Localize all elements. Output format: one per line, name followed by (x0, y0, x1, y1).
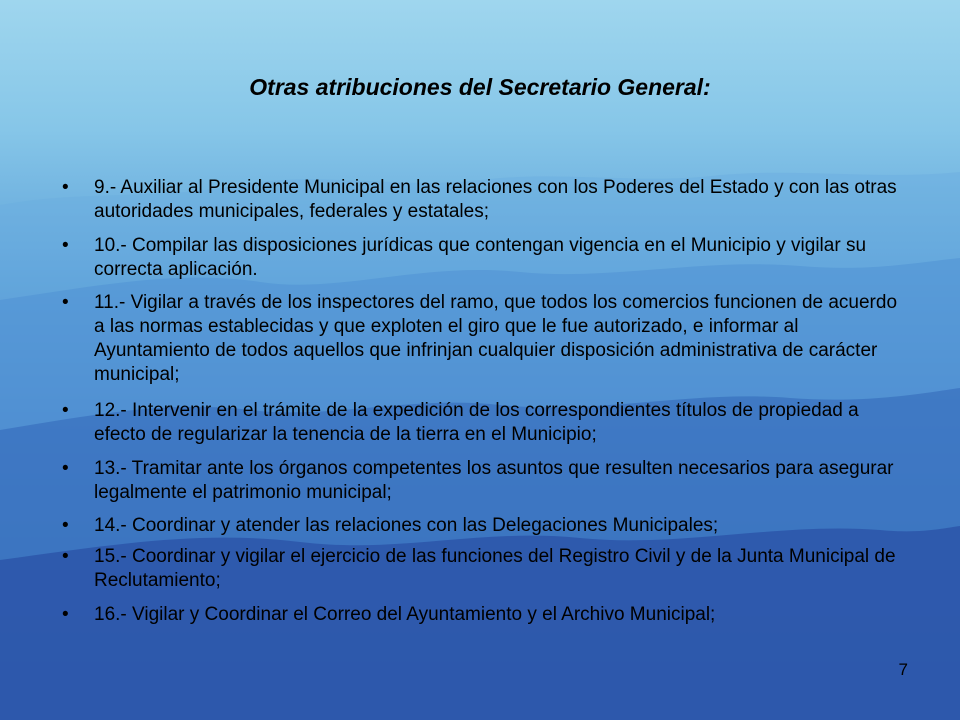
page-number: 7 (898, 660, 908, 679)
bullet-icon: • (62, 177, 69, 198)
list-item-text: 14.- Coordinar y atender las relaciones con las Delegaciones Municipales; (94, 515, 719, 536)
list-item-text: 16.- Vigilar y Coordinar el Correo del Ayuntamiento y el Archivo Municipal; (94, 604, 716, 625)
list-item (62, 514, 902, 538)
bullet-icon: • (62, 515, 69, 536)
bullet-icon: • (62, 604, 69, 625)
list-item (62, 545, 902, 593)
bullet-icon: • (62, 400, 69, 421)
list-item (62, 234, 902, 282)
list-item (62, 399, 902, 447)
list-item-text: 11.- Vigilar a través de los inspectores del ramo, que todos los comercios funcionen de acuerdo a las normas establecidas y que exploten el giro que le fue autorizado, e informar al Ayuntamiento de todos aquellos que infrinjan cualquier disposición administrativa de carácter municipal; (94, 292, 898, 385)
list-item-text: 9.- Auxiliar al Presidente Municipal en las relaciones con los Poderes del Estado y con las otras autoridades municipales, federales y estatales; (94, 177, 897, 222)
list-item-text: 13.- Tramitar ante los órganos competentes los asuntos que resulten necesarios para asegurar legalmente el patrimonio municipal; (94, 458, 894, 503)
list-item-text: 10.- Compilar las disposiciones jurídicas que contengan vigencia en el Municipio y vigilar su correcta aplicación. (94, 235, 867, 280)
list-item-text: 15.- Coordinar y vigilar el ejercicio de las funciones del Registro Civil y de la Junta Municipal de Reclutamiento; (94, 546, 896, 591)
list-item (62, 291, 902, 387)
list-item (62, 176, 902, 224)
bullet-icon: • (62, 235, 69, 256)
list-item-text: 12.- Intervenir en el trámite de la expedición de los correspondientes títulos de propiedad a efecto de regularizar la tenencia de la tierra en el Municipio; (94, 400, 859, 445)
bullet-icon: • (62, 292, 69, 313)
slide-title: Otras atribuciones del Secretario General: (249, 74, 711, 100)
bullet-icon: • (62, 458, 69, 479)
bullet-icon: • (62, 546, 69, 567)
list-item (62, 603, 902, 627)
list-item (62, 457, 902, 505)
